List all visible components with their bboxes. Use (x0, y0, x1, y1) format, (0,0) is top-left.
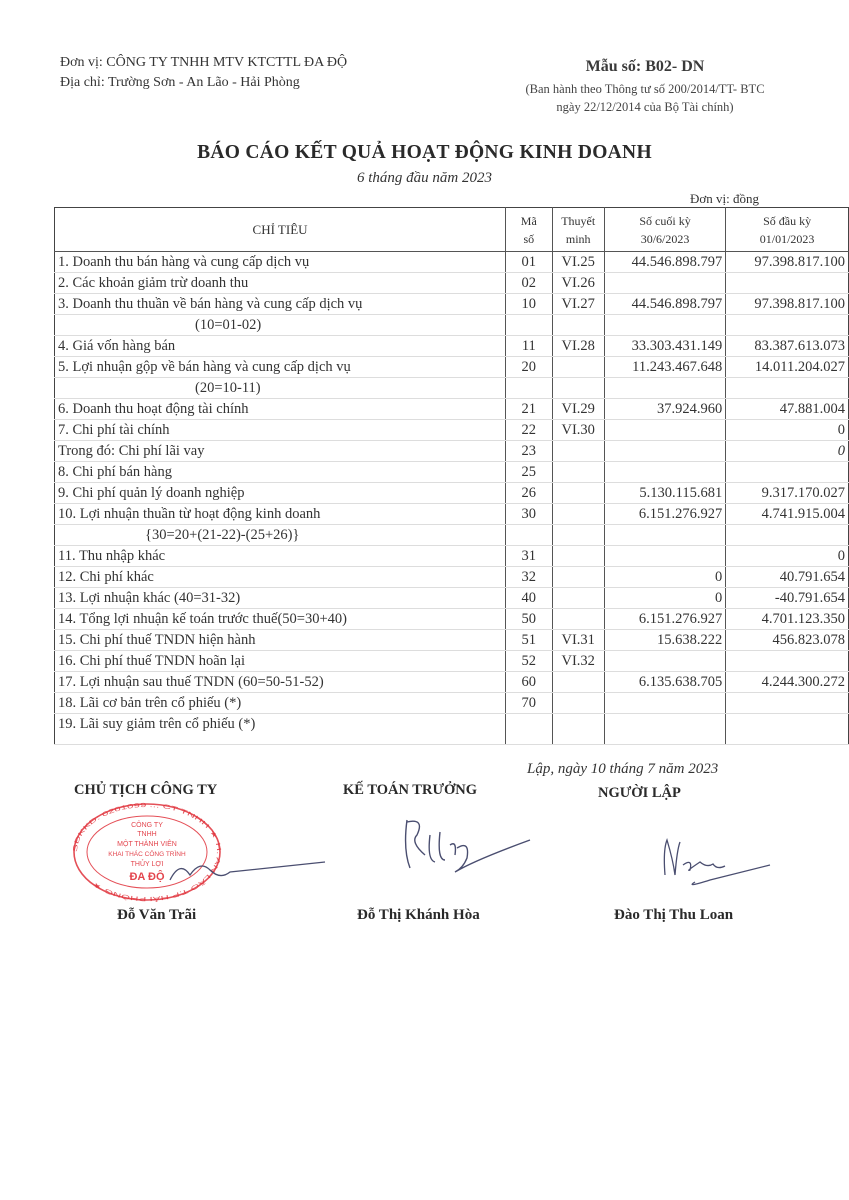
row-note (552, 315, 604, 336)
table-row (55, 693, 849, 714)
company-address: Địa chỉ: Trường Sơn - An Lão - Hải Phòng (60, 75, 300, 90)
row-note: VI.27 (552, 294, 604, 315)
row-item-name: 18. Lãi cơ bản trên cổ phiếu (*) (55, 693, 506, 714)
row-note (552, 504, 604, 525)
row-item-name: 11. Thu nhập khác (55, 546, 506, 567)
row-item-name: 15. Chi phí thuế TNDN hiện hành (55, 630, 506, 651)
row-code (506, 525, 552, 546)
form-info (495, 56, 795, 116)
row-note (552, 462, 604, 483)
row-item-name: 16. Chi phí thuế TNDN hoãn lại (55, 651, 506, 672)
signing-date: Lập, ngày 10 tháng 7 năm 2023 (527, 761, 719, 777)
row-note (552, 378, 604, 399)
chief-accountant-name: Đỗ Thị Khánh Hòa (357, 907, 480, 923)
row-code (506, 714, 552, 745)
stamp-ring-text: SĐKKD: 0201099 ... CT TNHH ★ H. AN LÃO T.P HẢI PHÒNG ★ (72, 802, 222, 902)
row-code: 25 (506, 462, 552, 483)
row-end-value (604, 378, 725, 399)
row-start-value: 4.244.300.272 (726, 672, 849, 693)
header-note (552, 208, 604, 252)
header-end-line1: Số cuối kỳ (639, 213, 691, 228)
table-row (55, 714, 849, 745)
row-item-name: 7. Chi phí tài chính (55, 420, 506, 441)
row-item-name: 19. Lãi suy giảm trên cổ phiếu (*) (55, 714, 506, 745)
header-end-line2: 30/6/2023 (640, 231, 690, 246)
row-note: VI.25 (552, 252, 604, 273)
table-row (55, 399, 849, 420)
row-start-value: 456.823.078 (726, 630, 849, 651)
row-end-value (604, 693, 725, 714)
row-start-value: 97.398.817.100 (726, 294, 849, 315)
row-note (552, 525, 604, 546)
row-end-value (604, 525, 725, 546)
stamp-line: ĐA ĐỘ (129, 871, 165, 883)
table-row (55, 609, 849, 630)
header-code-line2: số (523, 231, 535, 246)
row-code: 32 (506, 567, 552, 588)
row-end-value: 0 (604, 588, 725, 609)
row-note (552, 546, 604, 567)
row-start-value (726, 525, 849, 546)
table-row (55, 273, 849, 294)
row-note (552, 483, 604, 504)
issued-line-2: ngày 22/12/2014 của Bộ Tài chính) (556, 100, 734, 114)
row-start-value (726, 714, 849, 745)
chairman-name: Đỗ Văn Trãi (117, 907, 197, 923)
income-statement-table (54, 207, 849, 745)
row-note (552, 693, 604, 714)
row-code: 26 (506, 483, 552, 504)
preparer-name: Đào Thị Thu Loan (614, 907, 734, 923)
preparer-signature (655, 830, 775, 890)
row-note (552, 714, 604, 745)
row-end-value (604, 462, 725, 483)
row-item-name: 3. Doanh thu thuần về bán hàng và cung cấp dịch vụ (55, 294, 506, 315)
row-start-value: 4.741.915.004 (726, 504, 849, 525)
row-code: 10 (506, 294, 552, 315)
row-end-value: 5.130.115.681 (604, 483, 725, 504)
row-end-value (604, 420, 725, 441)
row-code: 40 (506, 588, 552, 609)
row-end-value (604, 651, 725, 672)
row-code: 30 (506, 504, 552, 525)
row-end-value (604, 546, 725, 567)
row-end-value (604, 273, 725, 294)
row-start-value: 83.387.613.073 (726, 336, 849, 357)
row-start-value: -40.791.654 (726, 588, 849, 609)
table-row (55, 252, 849, 273)
stamp-line: KHAI THÁC CÔNG TRÌNH (108, 851, 186, 858)
row-item-name: 12. Chi phí khác (55, 567, 506, 588)
stamp-line: THỦY LỢI (130, 861, 164, 868)
currency-unit: Đơn vị: đồng (690, 191, 759, 206)
row-start-value: 0 (726, 546, 849, 567)
issued-line-1: (Ban hành theo Thông tư số 200/2014/TT- BTC (525, 82, 765, 96)
table-row (55, 357, 849, 378)
chief-accountant-title: KẾ TOÁN TRƯỞNG (343, 782, 478, 798)
header-start-line2: 01/01/2023 (759, 231, 815, 246)
header-code-line1: Mã (520, 213, 537, 228)
row-code: 21 (506, 399, 552, 420)
table-row (55, 336, 849, 357)
row-item-name: (10=01-02) (55, 315, 506, 336)
row-code: 70 (506, 693, 552, 714)
table-row (55, 630, 849, 651)
row-end-value: 44.546.898.797 (604, 252, 725, 273)
row-end-value: 33.303.431.149 (604, 336, 725, 357)
row-item-name: 17. Lợi nhuận sau thuế TNDN (60=50-51-52) (55, 672, 506, 693)
row-item-name: 13. Lợi nhuận khác (40=31-32) (55, 588, 506, 609)
row-note: VI.29 (552, 399, 604, 420)
table-row (55, 504, 849, 525)
row-start-value (726, 273, 849, 294)
table-row (55, 462, 849, 483)
row-note (552, 567, 604, 588)
row-note (552, 609, 604, 630)
row-start-value: 9.317.170.027 (726, 483, 849, 504)
row-item-name: (20=10-11) (55, 378, 506, 399)
row-code: 02 (506, 273, 552, 294)
row-item-name: 2. Các khoản giảm trừ doanh thu (55, 273, 506, 294)
row-code (506, 315, 552, 336)
report-period: 6 tháng đầu năm 2023 (357, 170, 492, 186)
row-note (552, 357, 604, 378)
row-item-name: 14. Tổng lợi nhuận kế toán trước thuế(50=30+40) (55, 609, 506, 630)
row-note (552, 441, 604, 462)
row-note: VI.28 (552, 336, 604, 357)
header-start-period (726, 208, 849, 252)
header-note-line2: minh (565, 231, 591, 246)
row-start-value (726, 378, 849, 399)
row-item-name: 5. Lợi nhuận gộp về bán hàng và cung cấp dịch vụ (55, 357, 506, 378)
company-unit: Đơn vị: CÔNG TY TNHH MTV KTCTTL ĐA ĐỘ (60, 55, 348, 70)
chairman-title: CHỦ TỊCH CÔNG TY (74, 782, 218, 798)
table-row (55, 672, 849, 693)
row-end-value (604, 315, 725, 336)
row-item-name: 10. Lợi nhuận thuần từ hoạt động kinh doanh (55, 504, 506, 525)
row-note: VI.26 (552, 273, 604, 294)
row-item-name: 9. Chi phí quản lý doanh nghiệp (55, 483, 506, 504)
header-code (506, 208, 552, 252)
row-start-value: 14.011.204.027 (726, 357, 849, 378)
row-end-value: 6.151.276.927 (604, 609, 725, 630)
row-code: 22 (506, 420, 552, 441)
accountant-signature (395, 810, 535, 880)
table-row (55, 588, 849, 609)
row-start-value (726, 462, 849, 483)
row-start-value (726, 315, 849, 336)
row-start-value: 97.398.817.100 (726, 252, 849, 273)
row-note: VI.30 (552, 420, 604, 441)
row-item-name: 4. Giá vốn hàng bán (55, 336, 506, 357)
row-code: 20 (506, 357, 552, 378)
row-note (552, 672, 604, 693)
header-item-label: CHỈ TIÊU (252, 221, 308, 237)
row-note: VI.32 (552, 651, 604, 672)
row-end-value: 6.135.638.705 (604, 672, 725, 693)
stamp-line: TNHH (137, 831, 157, 838)
row-item-name: Trong đó: Chi phí lãi vay (55, 441, 506, 462)
row-code: 52 (506, 651, 552, 672)
row-end-value: 15.638.222 (604, 630, 725, 651)
row-end-value: 44.546.898.797 (604, 294, 725, 315)
table-row (55, 483, 849, 504)
table-row (55, 567, 849, 588)
row-start-value: 0 (726, 441, 849, 462)
row-end-value: 37.924.960 (604, 399, 725, 420)
table-row (55, 525, 849, 546)
chairman-signature (150, 830, 330, 890)
stamp-line: MỘT THÀNH VIÊN (117, 841, 177, 848)
form-number: Mẫu số: B02- DN (585, 58, 705, 75)
row-end-value (604, 441, 725, 462)
table-row (55, 420, 849, 441)
row-start-value: 47.881.004 (726, 399, 849, 420)
row-start-value: 40.791.654 (726, 567, 849, 588)
table-row (55, 441, 849, 462)
row-item-name: 1. Doanh thu bán hàng và cung cấp dịch vụ (55, 252, 506, 273)
row-start-value: 4.701.123.350 (726, 609, 849, 630)
row-code: 11 (506, 336, 552, 357)
table-row (55, 294, 849, 315)
header-note-line1: Thuyết (561, 213, 596, 228)
row-code: 60 (506, 672, 552, 693)
row-note: VI.31 (552, 630, 604, 651)
row-start-value: 0 (726, 420, 849, 441)
row-end-value (604, 714, 725, 745)
row-end-value: 0 (604, 567, 725, 588)
row-code: 50 (506, 609, 552, 630)
row-code: 01 (506, 252, 552, 273)
table-row (55, 546, 849, 567)
row-item-name: 8. Chi phí bán hàng (55, 462, 506, 483)
row-end-value: 6.151.276.927 (604, 504, 725, 525)
row-note (552, 588, 604, 609)
row-item-name: {30=20+(21-22)-(25+26)} (55, 525, 506, 546)
row-code (506, 378, 552, 399)
row-code: 51 (506, 630, 552, 651)
preparer-title: NGƯỜI LẬP (598, 785, 681, 801)
report-title: BÁO CÁO KẾT QUẢ HOẠT ĐỘNG KINH DOANH (197, 142, 652, 163)
table-row (55, 651, 849, 672)
header-end-period (604, 208, 725, 252)
row-code: 23 (506, 441, 552, 462)
row-start-value (726, 693, 849, 714)
header-item (55, 208, 506, 252)
table-row (55, 378, 849, 399)
table-row (55, 315, 849, 336)
row-code: 31 (506, 546, 552, 567)
table-header-row (55, 208, 849, 252)
header-start-line1: Số đầu kỳ (763, 213, 812, 228)
row-start-value (726, 651, 849, 672)
company-header (60, 53, 480, 93)
row-item-name: 6. Doanh thu hoạt động tài chính (55, 399, 506, 420)
row-end-value: 11.243.467.648 (604, 357, 725, 378)
stamp-line: CÔNG TY (131, 822, 163, 829)
